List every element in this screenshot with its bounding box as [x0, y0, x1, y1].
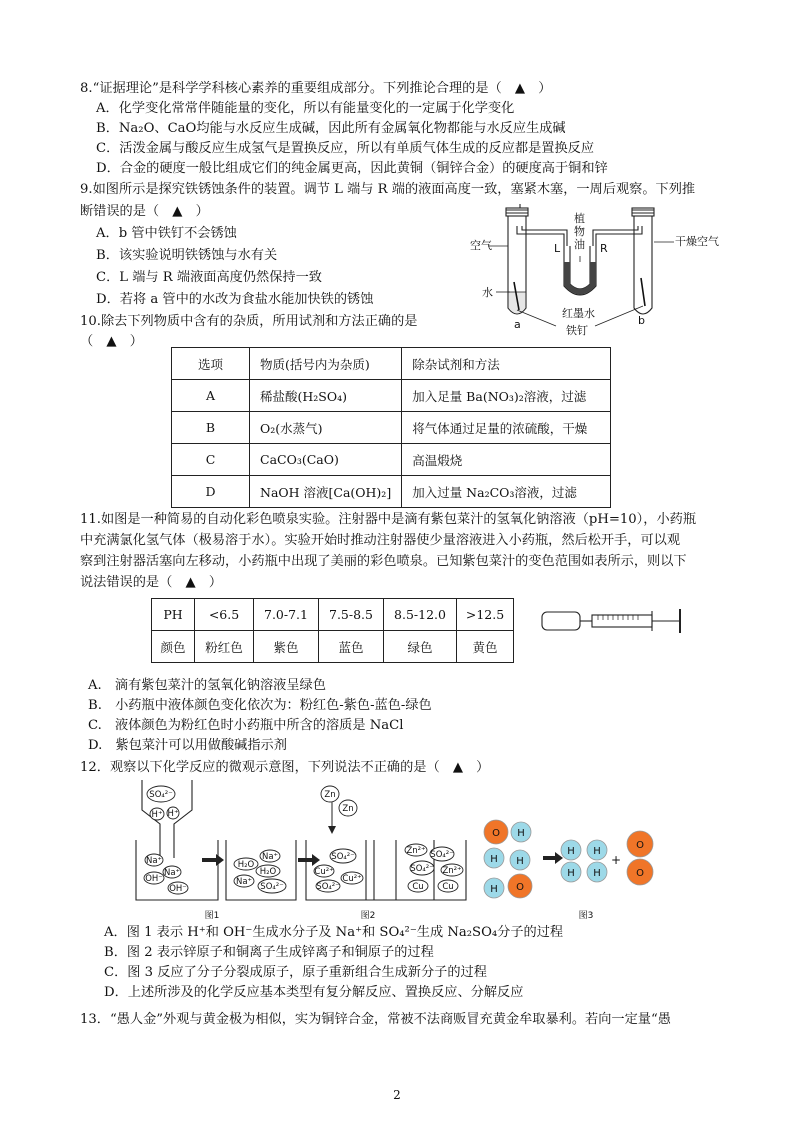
label-L: L	[554, 242, 561, 255]
q11-stem-line3: 察到注射器活塞向左移动，小药瓶中出现了美丽的彩色喷泉。已知紫包菜汁的变色范围如表所示，则以下	[80, 554, 687, 569]
table-header-cell: 选项	[172, 348, 250, 380]
particle-zn: Zn	[342, 804, 354, 814]
q8-stem: 8.“证据理论”是科学学科核心素养的重要组成部分。下列推论合理的是（ ▲ ）	[80, 81, 552, 96]
label-veg-2: 物	[574, 225, 585, 238]
q11-option-b: B. 小药瓶中液体颜色变化依次为：粉红色-紫色-蓝色-绿色	[88, 698, 432, 713]
table-cell: B	[172, 412, 250, 444]
q9-stem-line1: 9.如图所示是探究铁锈蚀条件的装置。调节 L 端与 R 端的液面高度一致，塞紧木塞，一周后观察。下列推	[80, 182, 696, 197]
atom-o: O	[492, 828, 500, 839]
q11-color-table	[151, 598, 514, 663]
table-row	[152, 599, 514, 631]
table-cell: 蓝色	[319, 631, 384, 663]
q9-option-b: B．该实验说明铁锈蚀与水有关	[96, 248, 278, 263]
atom-h: H	[490, 884, 498, 895]
table-cell: 稀盐酸(H₂SO₄)	[250, 380, 402, 412]
particle-na: Na⁺	[261, 852, 279, 862]
table-cell: O₂(水蒸气)	[250, 412, 402, 444]
label-veg-3: 油	[574, 238, 585, 251]
table-cell: 紫色	[254, 631, 319, 663]
atom-h: H	[516, 856, 524, 867]
label-air: 空气	[470, 239, 492, 252]
table-cell: 绿色	[384, 631, 457, 663]
table-cell: 7.5-8.5	[319, 599, 384, 631]
table-cell: A	[172, 380, 250, 412]
fig3-caption: 图3	[578, 911, 594, 921]
table-header-cell: 物质(括号内为杂质)	[250, 348, 402, 380]
particle-so4: SO₄²⁻	[331, 852, 355, 862]
q11-option-c: C. 液体颜色为粉红色时小药瓶中所含的溶质是 NaCl	[88, 718, 404, 733]
particle-cu: Cu	[412, 882, 424, 892]
q12-option-a: A．图 1 表示 H⁺和 OH⁻生成水分子及 Na⁺和 SO₄²⁻生成 Na₂SO₄分子的过程	[104, 925, 564, 940]
table-header-cell: 除杂试剂和方法	[402, 348, 611, 380]
q11-stem-line2: 中充满氯化氢气体（极易溶于水）。实验开始时推动注射器使少量溶液进入小药瓶，然后松开手，可以观	[80, 533, 681, 548]
q10-stem-line2: （ ▲ ）	[80, 334, 143, 349]
particle-zn2: Zn²⁺	[442, 866, 462, 876]
rust-apparatus-figure	[470, 204, 720, 338]
particle-oh: OH⁻	[145, 874, 163, 884]
q9-stem-line2: 断错误的是（ ▲ ）	[80, 204, 209, 219]
particle-na: Na⁺	[163, 868, 181, 878]
q8-option-b: B．Na₂O、CaO均能与水反应生成碱，因此所有金属氧化物都能与水反应生成碱	[96, 121, 566, 136]
q8-option-c: C．活泼金属与酸反应生成氢气是置换反应，所以有单质气体生成的反应都是置换反应	[96, 141, 595, 156]
syringe-figure	[540, 606, 690, 636]
table-cell: 7.0-7.1	[254, 599, 319, 631]
particle-cu: Cu	[442, 882, 454, 892]
q11-stem-line4: 说法错误的是（ ▲ ）	[80, 575, 223, 590]
q13-stem: 13．“愚人金”外观与黄金极为相似，实为铜锌合金，常被不法商贩冒充黄金牟取暴利。若向一定量“愚	[80, 1012, 671, 1027]
q9-option-a: A．b 管中铁钉不会锈蚀	[96, 226, 237, 241]
label-R: R	[600, 242, 608, 255]
q11-stem-line1: 11.如图是一种简易的自动化彩色喷泉实验。注射器中是滴有紫包菜汁的氢氧化钠溶液（pH=10），小药瓶	[80, 512, 697, 527]
particle-h: H⁺	[167, 809, 179, 819]
table-cell: NaOH 溶液[Ca(OH)₂]	[250, 476, 402, 508]
fig2-caption: 图2	[360, 911, 376, 921]
q11-option-d: D. 紫包菜汁可以用做酸碱指示剂	[88, 738, 287, 753]
table-cell: 加入足量 Ba(NO₃)₂溶液，过滤	[402, 380, 611, 412]
table-cell: 加入过量 Na₂CO₃溶液，过滤	[402, 476, 611, 508]
table-row	[152, 631, 514, 663]
label-tube-b: b	[638, 314, 645, 327]
q9-option-c: C．L 端与 R 端液面高度仍然保持一致	[96, 270, 322, 285]
table-row	[172, 476, 611, 508]
particle-so4: SO₄²⁻	[430, 850, 454, 860]
atom-o: O	[636, 868, 644, 879]
atom-h: H	[593, 868, 601, 879]
particle-h2o: H₂O	[237, 860, 255, 870]
atom-h: H	[567, 868, 575, 879]
table-cell: 黄色	[457, 631, 514, 663]
table-header-row	[172, 348, 611, 380]
atom-h: H	[593, 846, 601, 857]
atom-h: H	[567, 846, 575, 857]
table-cell: <6.5	[195, 599, 254, 631]
label-tube-a: a	[514, 318, 521, 331]
q12-option-c: C．图 3 反应了分子分裂成原子，原子重新组合生成新分子的过程	[104, 965, 487, 980]
table-cell: 粉红色	[195, 631, 254, 663]
fig1-caption: 图1	[204, 911, 220, 921]
table-cell: 高温煅烧	[402, 444, 611, 476]
q9-option-d: D．若将 a 管中的水改为食盐水能加快铁的锈蚀	[96, 292, 374, 307]
plus-sign: +	[610, 853, 622, 867]
particle-so4: SO₄²⁻	[149, 790, 173, 800]
table-row	[172, 380, 611, 412]
q12-option-b: B．图 2 表示锌原子和铜离子生成锌离子和铜原子的过程	[104, 945, 434, 960]
particle-na: Na⁺	[235, 877, 253, 887]
page-number: 2	[393, 1088, 401, 1102]
particle-zn2: Zn²⁺	[406, 846, 426, 856]
particle-so4: SO₄²⁻	[410, 864, 434, 874]
q8-option-d: D．合金的硬度一般比组成它们的纯金属更高，因此黄铜（铜锌合金）的硬度高于铜和锌	[96, 161, 608, 176]
particle-zn: Zn	[324, 790, 336, 800]
table-cell: C	[172, 444, 250, 476]
q10-stem-line1: 10.除去下列物质中含有的杂质，所用试剂和方法正确的是	[80, 314, 418, 329]
reaction-micro-diagram	[130, 780, 660, 922]
atom-o: O	[636, 840, 644, 851]
table-cell: 8.5-12.0	[384, 599, 457, 631]
particle-cu2: Cu²⁺	[314, 867, 334, 877]
particle-cu2: Cu²⁺	[342, 874, 362, 884]
q10-table	[171, 347, 611, 508]
particle-so4: SO₄²⁻	[260, 882, 284, 892]
atom-h: H	[517, 828, 525, 839]
q8-option-a: A．化学变化常常伴随能量的变化，所以有能量变化的一定属于化学变化	[96, 101, 515, 116]
atom-o: O	[516, 882, 524, 893]
q12-stem: 12．观察以下化学反应的微观示意图，下列说法不正确的是（ ▲ ）	[80, 760, 490, 775]
table-cell: CaCO₃(CaO)	[250, 444, 402, 476]
label-nail: 铁钉	[566, 324, 588, 337]
table-cell: D	[172, 476, 250, 508]
table-cell: PH	[152, 599, 195, 631]
particle-h2o: H₂O	[259, 867, 277, 877]
label-red-ink: 红墨水	[562, 307, 595, 320]
label-veg-1: 植	[574, 212, 585, 225]
table-cell: >12.5	[457, 599, 514, 631]
particle-oh: OH⁻	[169, 884, 187, 894]
table-cell: 将气体通过足量的浓硫酸，干燥	[402, 412, 611, 444]
table-row	[172, 412, 611, 444]
label-water: 水	[482, 286, 493, 299]
particle-h: H⁺	[151, 810, 163, 820]
q11-option-a: A. 滴有紫包菜汁的氢氧化钠溶液呈绿色	[88, 678, 326, 693]
atom-h: H	[490, 854, 498, 865]
q12-option-d: D．上述所涉及的化学反应基本类型有复分解反应、置换反应、分解反应	[104, 985, 524, 1000]
particle-so4: SO₄²⁻	[316, 882, 340, 892]
table-row	[172, 444, 611, 476]
table-cell: 颜色	[152, 631, 195, 663]
particle-na: Na⁺	[145, 856, 163, 866]
label-dry-air: 干燥空气	[675, 235, 719, 248]
